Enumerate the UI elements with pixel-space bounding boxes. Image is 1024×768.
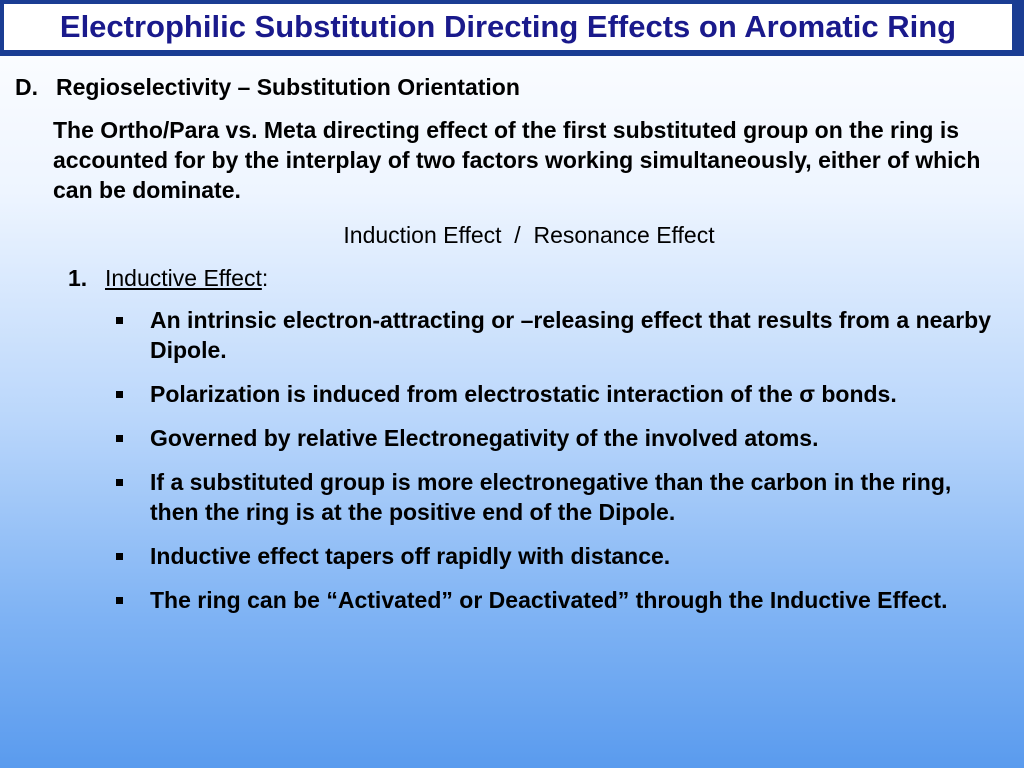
- bullet-square-icon: [116, 597, 123, 604]
- bullet-text: If a substituted group is more electronegative than the carbon in the ring, then the ring is at the positive end of the Dipole.: [150, 469, 952, 525]
- section-heading: Regioselectivity – Substitution Orientation: [56, 74, 520, 100]
- bullet-square-icon: [116, 391, 123, 398]
- bullet-text: The ring can be “Activated” or Deactivated” through the Inductive Effect.: [150, 587, 948, 613]
- bullet-text: Inductive effect tapers off rapidly with distance.: [150, 543, 671, 569]
- bullet-item: [110, 467, 1000, 527]
- title-bar: [0, 0, 1024, 56]
- section-marker: D.: [15, 74, 38, 100]
- item-heading: [105, 263, 268, 293]
- bullet-item: [110, 379, 1000, 409]
- bullet-text: Polarization is induced from electrostatic interaction of the σ bonds.: [150, 381, 897, 407]
- intro-paragraph: The Ortho/Para vs. Meta directing effect of the first substituted group on the ring is accounted for by the interplay of two factors working simultaneously, either of which can be dominate.: [53, 117, 981, 203]
- item-heading-suffix: :: [261, 265, 269, 291]
- slide-title: Electrophilic Substitution Directing Effects on Aromatic Ring: [59, 9, 957, 44]
- bullet-item: [110, 541, 1000, 571]
- bullet-text: Governed by relative Electronegativity of the involved atoms.: [150, 425, 819, 451]
- bullet-list: [110, 305, 1000, 629]
- bullet-square-icon: [116, 435, 123, 442]
- item-number: 1.: [68, 265, 88, 291]
- title-box: [4, 4, 1012, 50]
- bullet-text: An intrinsic electron-attracting or –releasing effect that results from a nearby Dipole.: [150, 307, 991, 363]
- bullet-square-icon: [116, 553, 123, 560]
- item-heading-underlined: Inductive Effect: [105, 265, 262, 291]
- bullet-item: [110, 585, 1000, 615]
- effects-line: Induction Effect / Resonance Effect: [343, 222, 715, 248]
- bullet-square-icon: [116, 317, 123, 324]
- bullet-item: [110, 423, 1000, 453]
- bullet-item: [110, 305, 1000, 365]
- bullet-square-icon: [116, 479, 123, 486]
